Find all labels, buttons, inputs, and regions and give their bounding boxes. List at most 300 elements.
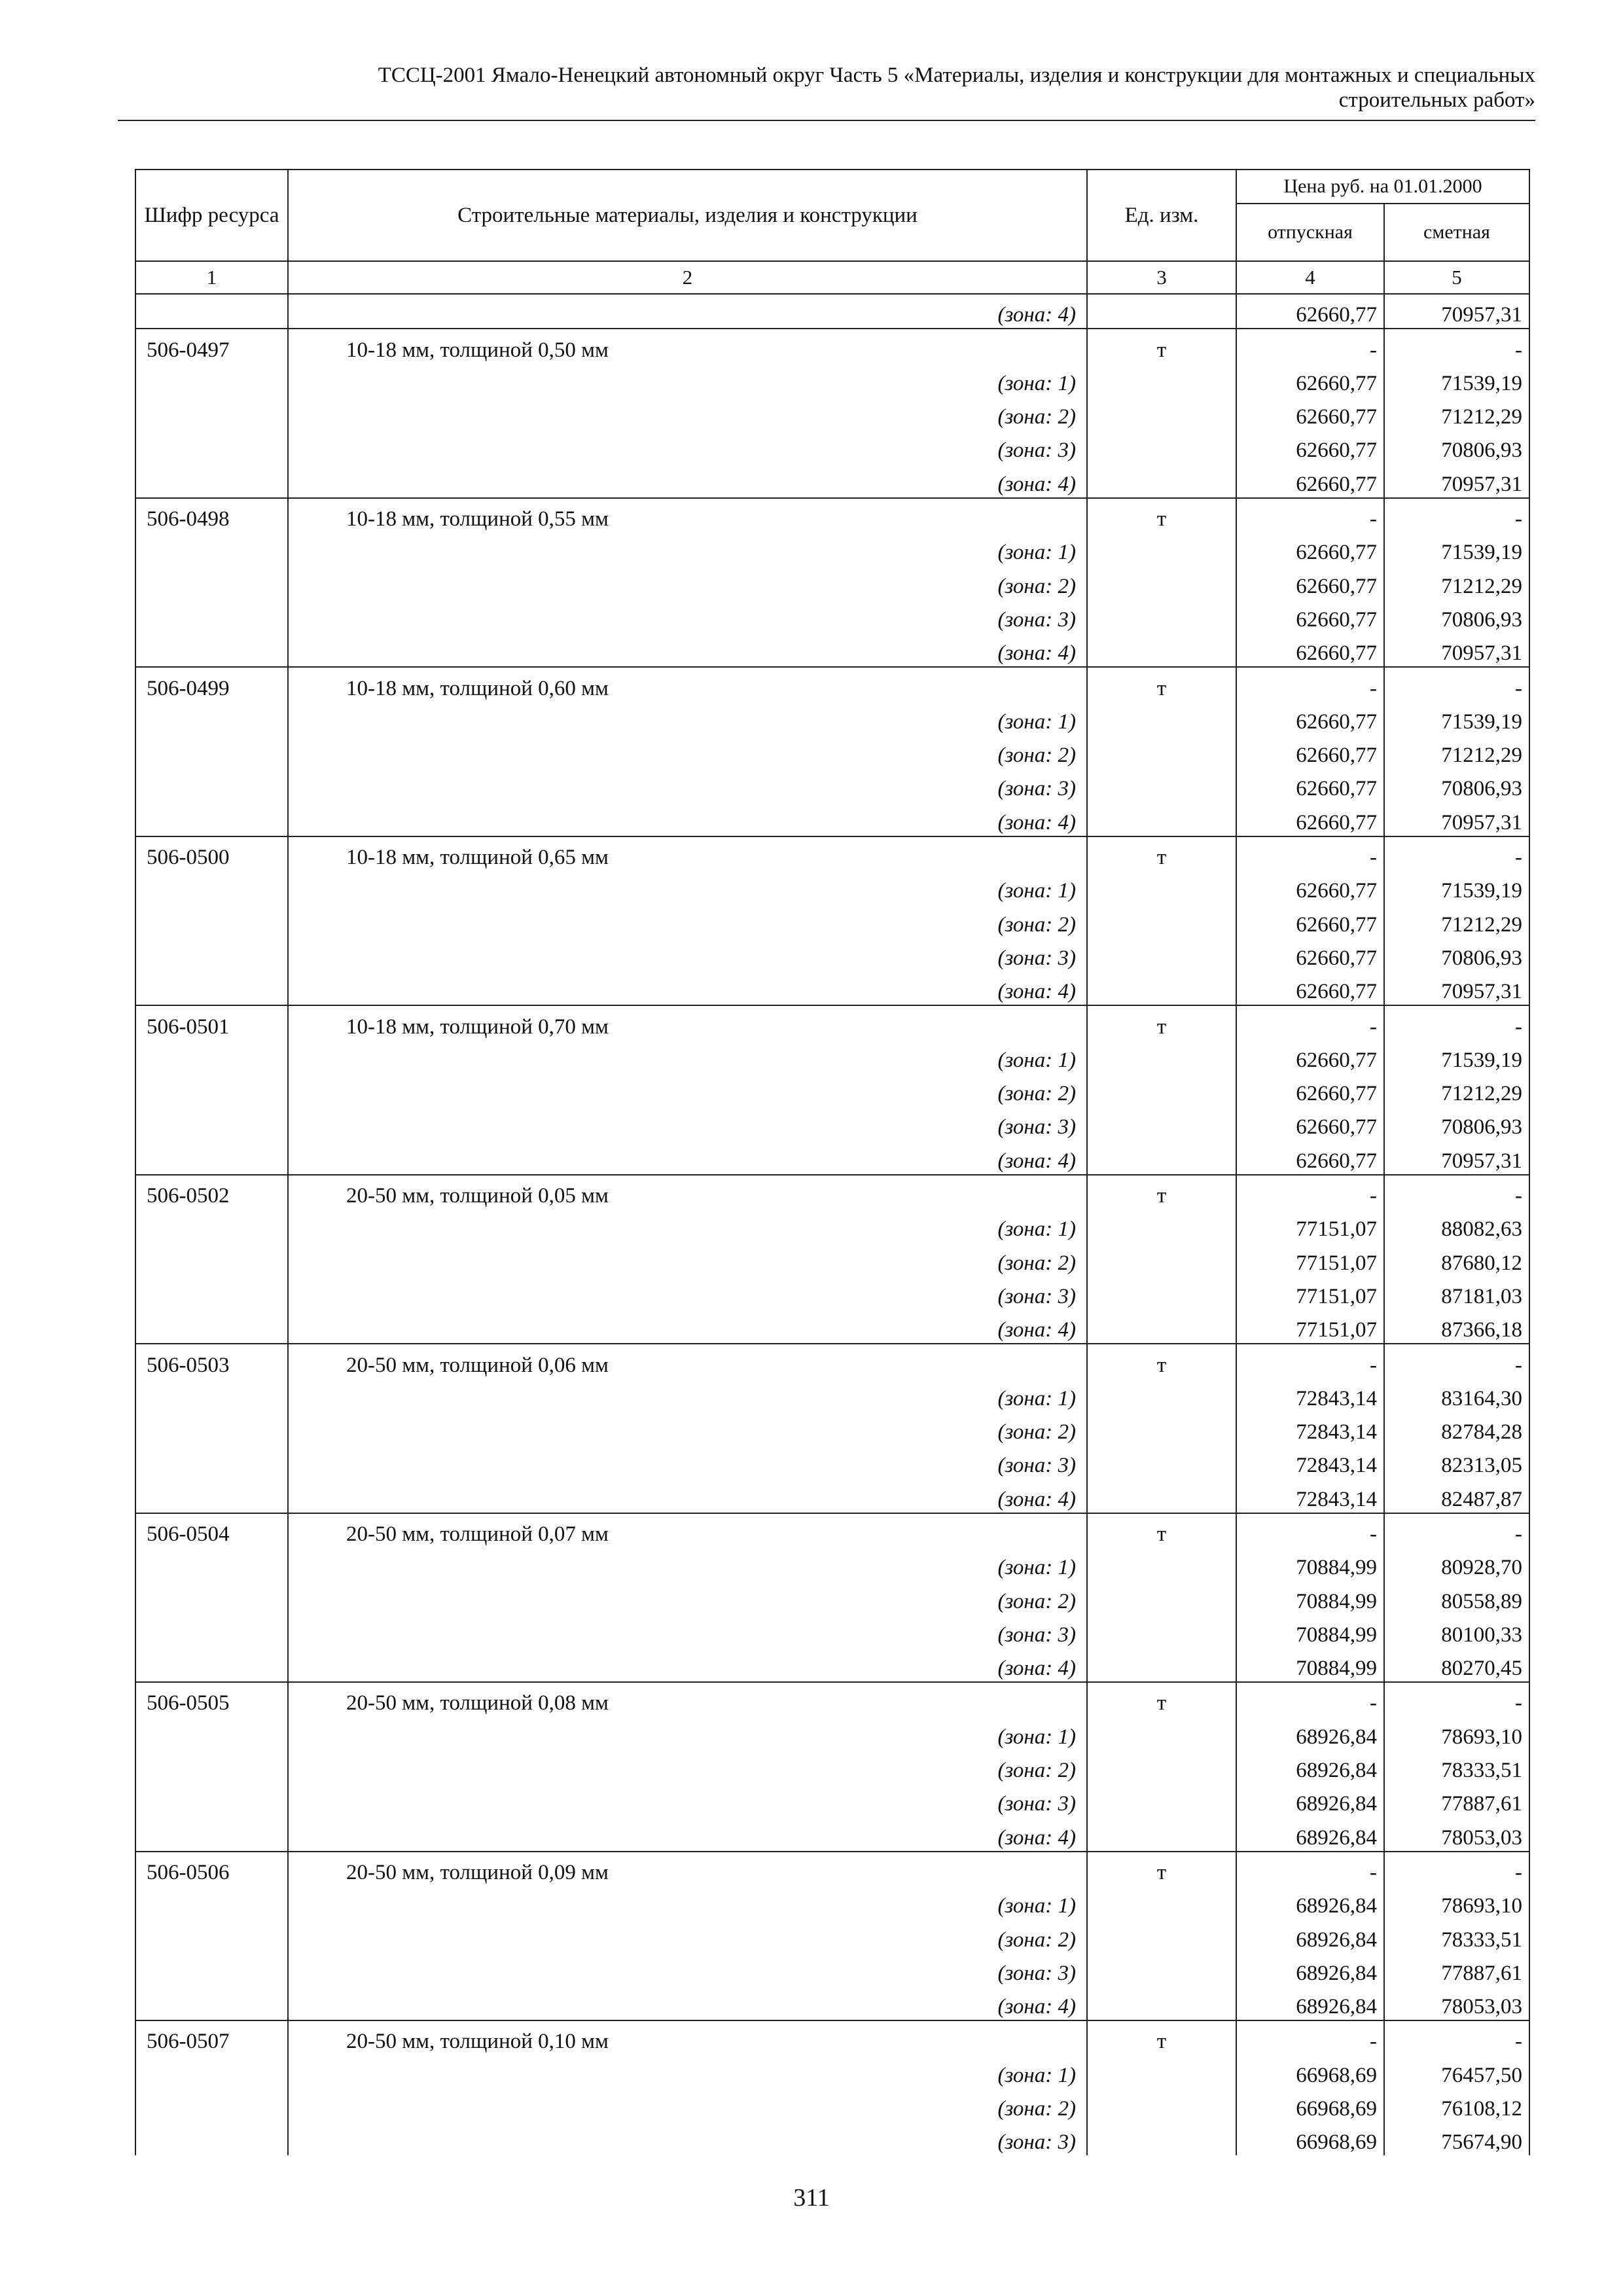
table-row	[135, 1716, 1529, 1749]
cell-estimate-price: 78333,51	[1384, 1750, 1529, 1784]
cell-estimate-price: -	[1384, 1344, 1529, 1378]
cell-code	[135, 1886, 288, 1919]
cell-code	[135, 971, 288, 1005]
cell-code: 506-0499	[135, 667, 288, 701]
page-number: 311	[793, 2184, 830, 2212]
col-header-code: Шифр ресурса	[135, 170, 288, 261]
cell-estimate-price: 87366,18	[1384, 1310, 1529, 1344]
cell-unit	[1087, 430, 1236, 463]
cell-release-price: 68926,84	[1236, 1919, 1384, 1952]
table-row	[135, 1682, 1529, 1716]
cell-estimate-price: 70806,93	[1384, 1107, 1529, 1140]
cell-estimate-price: 70957,31	[1384, 463, 1529, 497]
table-header	[135, 170, 1529, 294]
cell-release-price: 62660,77	[1236, 565, 1384, 599]
cell-zone: (зона: 1)	[288, 702, 1087, 735]
cell-release-price: 62660,77	[1236, 1140, 1384, 1174]
cell-code	[135, 1040, 288, 1073]
table-row	[135, 1852, 1529, 1886]
cell-unit	[1087, 1547, 1236, 1581]
table-row	[135, 1581, 1529, 1614]
cell-zone: (зона: 2)	[288, 565, 1087, 599]
cell-unit	[1087, 600, 1236, 633]
cell-release-price: 62660,77	[1236, 1040, 1384, 1073]
cell-zone: (зона: 3)	[288, 1953, 1087, 1986]
cell-estimate-price: 83164,30	[1384, 1378, 1529, 1412]
cell-release-price: 62660,77	[1236, 904, 1384, 937]
cell-release-price: 70884,99	[1236, 1648, 1384, 1682]
cell-code: 506-0500	[135, 836, 288, 870]
table-row	[135, 2020, 1529, 2054]
cell-unit: т	[1087, 1682, 1236, 1716]
cell-estimate-price: 80558,89	[1384, 1581, 1529, 1614]
table-row	[135, 1412, 1529, 1445]
cell-zone: (зона: 4)	[288, 1310, 1087, 1344]
cell-code	[135, 1716, 288, 1749]
cell-estimate-price: -	[1384, 836, 1529, 870]
table-row	[135, 802, 1529, 836]
table-row	[135, 1040, 1529, 1073]
cell-zone: (зона: 4)	[288, 971, 1087, 1005]
cell-code	[135, 1750, 288, 1784]
cell-name: 10-18 мм, толщиной 0,50 мм	[288, 329, 1087, 363]
cell-code	[135, 1581, 288, 1614]
cell-unit	[1087, 1581, 1236, 1614]
cell-code: 506-0497	[135, 329, 288, 363]
cell-unit	[1087, 1140, 1236, 1174]
cell-name: 20-50 мм, толщиной 0,10 мм	[288, 2020, 1087, 2054]
cell-name: 20-50 мм, толщиной 0,09 мм	[288, 1852, 1087, 1886]
cell-unit	[1087, 1242, 1236, 1276]
cell-release-price: -	[1236, 1852, 1384, 1886]
column-number: 5	[1384, 261, 1529, 294]
cell-code	[135, 1986, 288, 2020]
cell-release-price: 62660,77	[1236, 702, 1384, 735]
table-row	[135, 1547, 1529, 1581]
cell-zone: (зона: 2)	[288, 1919, 1087, 1952]
cell-name: 10-18 мм, толщиной 0,70 мм	[288, 1005, 1087, 1039]
cell-code: 506-0498	[135, 498, 288, 532]
cell-release-price: 66968,69	[1236, 2054, 1384, 2088]
table-row	[135, 971, 1529, 1005]
cell-zone: (зона: 4)	[288, 1479, 1087, 1513]
cell-code	[135, 1209, 288, 1242]
cell-unit	[1087, 1750, 1236, 1784]
cell-release-price: 68926,84	[1236, 1716, 1384, 1749]
cell-release-price: 62660,77	[1236, 971, 1384, 1005]
cell-unit	[1087, 1479, 1236, 1513]
cell-release-price: 77151,07	[1236, 1310, 1384, 1344]
cell-unit	[1087, 1886, 1236, 1919]
cell-unit	[1087, 1648, 1236, 1682]
column-number: 1	[135, 261, 288, 294]
cell-zone: (зона: 4)	[288, 1986, 1087, 2020]
cell-estimate-price: 71212,29	[1384, 397, 1529, 430]
cell-unit	[1087, 1378, 1236, 1412]
cell-unit	[1087, 1953, 1236, 1986]
cell-estimate-price: 70957,31	[1384, 294, 1529, 329]
cell-code	[135, 904, 288, 937]
cell-unit	[1087, 1040, 1236, 1073]
cell-code	[135, 600, 288, 633]
cell-release-price: 62660,77	[1236, 294, 1384, 329]
cell-release-price: 62660,77	[1236, 463, 1384, 497]
cell-code	[135, 1445, 288, 1479]
cell-zone: (зона: 2)	[288, 1412, 1087, 1445]
cell-code	[135, 2089, 288, 2122]
cell-estimate-price: 70957,31	[1384, 633, 1529, 667]
table-row	[135, 2054, 1529, 2088]
cell-name: 10-18 мм, толщиной 0,65 мм	[288, 836, 1087, 870]
cell-release-price: -	[1236, 1682, 1384, 1716]
cell-release-price: -	[1236, 1344, 1384, 1378]
table-row	[135, 532, 1529, 565]
table-row	[135, 1005, 1529, 1039]
cell-estimate-price: 77887,61	[1384, 1784, 1529, 1817]
cell-release-price: 62660,77	[1236, 397, 1384, 430]
cell-estimate-price: 70957,31	[1384, 802, 1529, 836]
cell-unit	[1087, 294, 1236, 329]
cell-estimate-price: 70806,93	[1384, 600, 1529, 633]
cell-unit	[1087, 1209, 1236, 1242]
cell-estimate-price: 70957,31	[1384, 1140, 1529, 1174]
table-row	[135, 1750, 1529, 1784]
cell-zone: (зона: 1)	[288, 1209, 1087, 1242]
cell-release-price: 68926,84	[1236, 1953, 1384, 1986]
cell-estimate-price: 71212,29	[1384, 735, 1529, 768]
cell-code	[135, 1242, 288, 1276]
table-row	[135, 1648, 1529, 1682]
cell-release-price: -	[1236, 1175, 1384, 1209]
table-row	[135, 1886, 1529, 1919]
cell-code	[135, 1547, 288, 1581]
cell-unit	[1087, 938, 1236, 971]
cell-name: 10-18 мм, толщиной 0,55 мм	[288, 498, 1087, 532]
cell-unit	[1087, 1817, 1236, 1851]
cell-release-price: 62660,77	[1236, 1073, 1384, 1107]
cell-zone: (зона: 2)	[288, 1750, 1087, 1784]
header-line-2: строительных работ»	[1338, 88, 1535, 112]
cell-unit	[1087, 1986, 1236, 2020]
cell-zone: (зона: 2)	[288, 1242, 1087, 1276]
cell-code	[135, 2054, 288, 2088]
cell-estimate-price: 70806,93	[1384, 430, 1529, 463]
cell-zone: (зона: 1)	[288, 870, 1087, 904]
cell-unit	[1087, 2122, 1236, 2155]
price-table	[135, 169, 1530, 2155]
cell-zone: (зона: 1)	[288, 363, 1087, 397]
column-number: 3	[1087, 261, 1236, 294]
cell-estimate-price: -	[1384, 498, 1529, 532]
cell-unit: т	[1087, 1344, 1236, 1378]
cell-release-price: 77151,07	[1236, 1209, 1384, 1242]
cell-code	[135, 397, 288, 430]
cell-code	[135, 1073, 288, 1107]
cell-zone: (зона: 4)	[288, 1817, 1087, 1851]
cell-release-price: -	[1236, 498, 1384, 532]
cell-release-price: 62660,77	[1236, 938, 1384, 971]
cell-release-price: 62660,77	[1236, 600, 1384, 633]
col-header-release: отпускная	[1236, 204, 1384, 261]
cell-estimate-price: 71539,19	[1384, 1040, 1529, 1073]
cell-code	[135, 463, 288, 497]
cell-release-price: -	[1236, 667, 1384, 701]
table-row	[135, 667, 1529, 701]
cell-estimate-price: 87680,12	[1384, 1242, 1529, 1276]
cell-estimate-price: 78693,10	[1384, 1886, 1529, 1919]
cell-zone: (зона: 1)	[288, 2054, 1087, 2088]
cell-release-price: 70884,99	[1236, 1547, 1384, 1581]
cell-release-price: 77151,07	[1236, 1242, 1384, 1276]
cell-zone: (зона: 3)	[288, 2122, 1087, 2155]
cell-unit	[1087, 802, 1236, 836]
table-row	[135, 1242, 1529, 1276]
cell-estimate-price: -	[1384, 1682, 1529, 1716]
table-row	[135, 294, 1529, 329]
table-row	[135, 1445, 1529, 1479]
cell-release-price: 62660,77	[1236, 633, 1384, 667]
cell-code	[135, 430, 288, 463]
cell-zone: (зона: 1)	[288, 1547, 1087, 1581]
cell-code	[135, 363, 288, 397]
table-row	[135, 836, 1529, 870]
cell-release-price: 68926,84	[1236, 1817, 1384, 1851]
cell-estimate-price: -	[1384, 667, 1529, 701]
table-body	[135, 294, 1529, 2155]
header-line-1: ТССЦ-2001 Ямало-Ненецкий автономный округ Часть 5 «Материалы, изделия и конструкции для монтажных и специальных	[378, 63, 1535, 87]
cell-code	[135, 1310, 288, 1344]
cell-release-price: 68926,84	[1236, 1750, 1384, 1784]
cell-zone: (зона: 1)	[288, 1378, 1087, 1412]
cell-code	[135, 1953, 288, 1986]
table-row	[135, 1073, 1529, 1107]
cell-unit	[1087, 1107, 1236, 1140]
cell-zone: (зона: 2)	[288, 1073, 1087, 1107]
header-rule	[118, 120, 1535, 121]
cell-unit	[1087, 2054, 1236, 2088]
cell-estimate-price: 71539,19	[1384, 702, 1529, 735]
cell-code	[135, 768, 288, 802]
cell-code	[135, 1817, 288, 1851]
cell-code	[135, 1378, 288, 1412]
cell-name: 10-18 мм, толщиной 0,60 мм	[288, 667, 1087, 701]
cell-estimate-price: 80270,45	[1384, 1648, 1529, 1682]
table-row	[135, 1615, 1529, 1648]
cell-release-price: 72843,14	[1236, 1378, 1384, 1412]
cell-unit	[1087, 1445, 1236, 1479]
table-row	[135, 1986, 1529, 2020]
table-row	[135, 329, 1529, 363]
cell-release-price: 62660,77	[1236, 1107, 1384, 1140]
cell-estimate-price: 70806,93	[1384, 938, 1529, 971]
cell-release-price: 72843,14	[1236, 1479, 1384, 1513]
cell-unit	[1087, 463, 1236, 497]
cell-estimate-price: 88082,63	[1384, 1209, 1529, 1242]
cell-zone: (зона: 3)	[288, 1784, 1087, 1817]
cell-zone: (зона: 4)	[288, 1648, 1087, 1682]
cell-release-price: 62660,77	[1236, 768, 1384, 802]
cell-estimate-price: -	[1384, 1852, 1529, 1886]
cell-zone: (зона: 3)	[288, 938, 1087, 971]
table-row	[135, 633, 1529, 667]
cell-zone: (зона: 4)	[288, 463, 1087, 497]
cell-code: 506-0504	[135, 1513, 288, 1547]
cell-code	[135, 1107, 288, 1140]
cell-release-price: 68926,84	[1236, 1886, 1384, 1919]
cell-estimate-price: -	[1384, 1005, 1529, 1039]
cell-code: 506-0501	[135, 1005, 288, 1039]
table-row	[135, 1378, 1529, 1412]
cell-release-price: 62660,77	[1236, 532, 1384, 565]
cell-code	[135, 938, 288, 971]
cell-unit	[1087, 1276, 1236, 1310]
cell-code	[135, 702, 288, 735]
cell-zone: (зона: 3)	[288, 768, 1087, 802]
cell-code	[135, 735, 288, 768]
cell-estimate-price: 78053,03	[1384, 1817, 1529, 1851]
table-row	[135, 904, 1529, 937]
cell-release-price: 72843,14	[1236, 1412, 1384, 1445]
cell-name: 20-50 мм, толщиной 0,06 мм	[288, 1344, 1087, 1378]
cell-unit	[1087, 735, 1236, 768]
column-number: 4	[1236, 261, 1384, 294]
col-header-unit: Ед. изм.	[1087, 170, 1236, 261]
cell-unit	[1087, 870, 1236, 904]
table-row	[135, 1953, 1529, 1986]
cell-name: 20-50 мм, толщиной 0,07 мм	[288, 1513, 1087, 1547]
cell-release-price: 66968,69	[1236, 2089, 1384, 2122]
cell-estimate-price: 70806,93	[1384, 768, 1529, 802]
cell-zone: (зона: 2)	[288, 1581, 1087, 1614]
cell-release-price: -	[1236, 329, 1384, 363]
table-row	[135, 735, 1529, 768]
cell-estimate-price: 80928,70	[1384, 1547, 1529, 1581]
cell-unit	[1087, 1919, 1236, 1952]
cell-code	[135, 870, 288, 904]
cell-release-price: -	[1236, 836, 1384, 870]
cell-unit	[1087, 1073, 1236, 1107]
cell-zone: (зона: 1)	[288, 1886, 1087, 1919]
cell-code: 506-0506	[135, 1852, 288, 1886]
cell-code	[135, 1276, 288, 1310]
cell-release-price: -	[1236, 2020, 1384, 2054]
cell-zone: (зона: 2)	[288, 904, 1087, 937]
table-row	[135, 1140, 1529, 1174]
cell-estimate-price: 78693,10	[1384, 1716, 1529, 1749]
table-row	[135, 397, 1529, 430]
cell-estimate-price: 78333,51	[1384, 1919, 1529, 1952]
cell-release-price: 70884,99	[1236, 1581, 1384, 1614]
cell-zone: (зона: 2)	[288, 735, 1087, 768]
table-row	[135, 1513, 1529, 1547]
cell-estimate-price: 76108,12	[1384, 2089, 1529, 2122]
cell-name: 20-50 мм, толщиной 0,05 мм	[288, 1175, 1087, 1209]
cell-code	[135, 294, 288, 329]
cell-zone: (зона: 3)	[288, 600, 1087, 633]
cell-unit	[1087, 971, 1236, 1005]
cell-estimate-price: 71212,29	[1384, 565, 1529, 599]
table-row	[135, 1209, 1529, 1242]
cell-unit	[1087, 565, 1236, 599]
table-row	[135, 702, 1529, 735]
table-row	[135, 463, 1529, 497]
cell-unit: т	[1087, 1175, 1236, 1209]
cell-code	[135, 532, 288, 565]
cell-zone: (зона: 4)	[288, 802, 1087, 836]
cell-zone: (зона: 4)	[288, 633, 1087, 667]
table-row	[135, 2122, 1529, 2155]
cell-code	[135, 2122, 288, 2155]
cell-unit: т	[1087, 1852, 1236, 1886]
cell-release-price: -	[1236, 1005, 1384, 1039]
cell-estimate-price: -	[1384, 1175, 1529, 1209]
cell-release-price: 62660,77	[1236, 802, 1384, 836]
cell-release-price: 66968,69	[1236, 2122, 1384, 2155]
table-row	[135, 498, 1529, 532]
document-header	[118, 63, 1535, 113]
cell-estimate-price: -	[1384, 2020, 1529, 2054]
column-number: 2	[288, 261, 1087, 294]
cell-unit: т	[1087, 836, 1236, 870]
cell-release-price: 72843,14	[1236, 1445, 1384, 1479]
cell-release-price: 68926,84	[1236, 1784, 1384, 1817]
col-header-price-group: Цена руб. на 01.01.2000	[1236, 170, 1529, 204]
cell-unit	[1087, 532, 1236, 565]
cell-release-price: 62660,77	[1236, 870, 1384, 904]
cell-unit: т	[1087, 1513, 1236, 1547]
table-row	[135, 1479, 1529, 1513]
cell-unit	[1087, 1716, 1236, 1749]
table-row	[135, 565, 1529, 599]
table-row	[135, 1784, 1529, 1817]
cell-estimate-price: 80100,33	[1384, 1615, 1529, 1648]
cell-zone: (зона: 4)	[288, 294, 1087, 329]
table-row	[135, 1310, 1529, 1344]
cell-unit	[1087, 363, 1236, 397]
table-row	[135, 430, 1529, 463]
cell-release-price: 62660,77	[1236, 430, 1384, 463]
cell-release-price: 77151,07	[1236, 1276, 1384, 1310]
cell-release-price: -	[1236, 1513, 1384, 1547]
cell-unit	[1087, 702, 1236, 735]
cell-code: 506-0503	[135, 1344, 288, 1378]
cell-code	[135, 1479, 288, 1513]
cell-zone: (зона: 1)	[288, 532, 1087, 565]
cell-estimate-price: 71212,29	[1384, 1073, 1529, 1107]
cell-zone: (зона: 1)	[288, 1716, 1087, 1749]
cell-estimate-price: 70957,31	[1384, 971, 1529, 1005]
cell-estimate-price: 71212,29	[1384, 904, 1529, 937]
cell-estimate-price: 82784,28	[1384, 1412, 1529, 1445]
col-header-name: Строительные материалы, изделия и конструкции	[288, 170, 1087, 261]
cell-code	[135, 1648, 288, 1682]
cell-unit	[1087, 1615, 1236, 1648]
cell-estimate-price: 82487,87	[1384, 1479, 1529, 1513]
cell-zone: (зона: 2)	[288, 397, 1087, 430]
table-row	[135, 938, 1529, 971]
cell-code	[135, 633, 288, 667]
cell-release-price: 70884,99	[1236, 1615, 1384, 1648]
cell-unit	[1087, 1310, 1236, 1344]
cell-estimate-price: -	[1384, 1513, 1529, 1547]
cell-code: 506-0502	[135, 1175, 288, 1209]
cell-zone: (зона: 3)	[288, 430, 1087, 463]
cell-zone: (зона: 3)	[288, 1276, 1087, 1310]
cell-unit: т	[1087, 667, 1236, 701]
cell-estimate-price: 71539,19	[1384, 363, 1529, 397]
cell-code	[135, 1412, 288, 1445]
cell-estimate-price: 87181,03	[1384, 1276, 1529, 1310]
